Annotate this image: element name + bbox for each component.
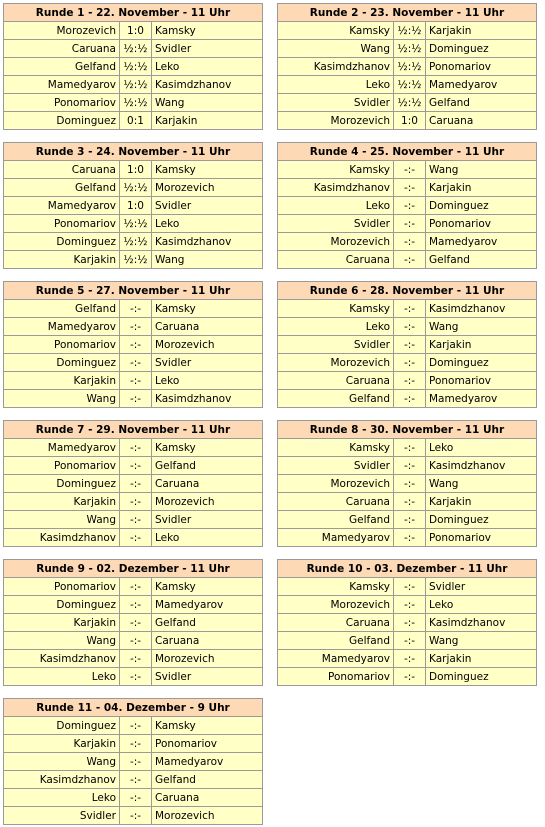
game-result: ½:½ [120, 94, 152, 112]
home-player: Caruana [4, 40, 120, 58]
away-player: Caruana [152, 632, 263, 650]
home-player: Morozevich [278, 112, 394, 130]
game-row [278, 161, 537, 179]
game-row [4, 76, 263, 94]
home-player: Leko [278, 318, 394, 336]
game-result: -:- [394, 614, 426, 632]
game-result: -:- [120, 372, 152, 390]
home-player: Mamedyarov [4, 439, 120, 457]
away-player: Leko [426, 596, 537, 614]
round-table [3, 3, 263, 130]
round-table [3, 142, 263, 269]
game-row [278, 76, 537, 94]
away-player: Kasimdzhanov [152, 233, 263, 251]
away-player: Ponomariov [426, 529, 537, 547]
home-player: Wang [4, 753, 120, 771]
game-result: -:- [120, 789, 152, 807]
away-player: Gelfand [426, 251, 537, 269]
game-result: -:- [394, 354, 426, 372]
home-player: Svidler [278, 457, 394, 475]
home-player: Gelfand [278, 511, 394, 529]
home-player: Dominguez [4, 717, 120, 735]
game-row [278, 22, 537, 40]
game-result: -:- [120, 457, 152, 475]
home-player: Morozevich [278, 354, 394, 372]
home-player: Leko [278, 197, 394, 215]
game-row [4, 789, 263, 807]
away-player: Kamsky [152, 161, 263, 179]
game-result: -:- [394, 336, 426, 354]
home-player: Dominguez [4, 596, 120, 614]
game-result: ½:½ [120, 58, 152, 76]
game-row [4, 58, 263, 76]
game-result: 1:0 [120, 161, 152, 179]
away-player: Dominguez [426, 197, 537, 215]
round-title: Runde 9 - 02. Dezember - 11 Uhr [4, 560, 263, 578]
home-player: Mamedyarov [4, 76, 120, 94]
game-result: ½:½ [120, 76, 152, 94]
game-row [4, 197, 263, 215]
game-row [4, 439, 263, 457]
round-title: Runde 11 - 04. Dezember - 9 Uhr [4, 699, 263, 717]
game-row [4, 650, 263, 668]
home-player: Kamsky [278, 22, 394, 40]
home-player: Kamsky [278, 300, 394, 318]
game-result: ½:½ [120, 233, 152, 251]
game-result: -:- [120, 300, 152, 318]
game-result: ½:½ [120, 215, 152, 233]
round-title: Runde 1 - 22. November - 11 Uhr [4, 4, 263, 22]
game-row [278, 197, 537, 215]
round-title: Runde 8 - 30. November - 11 Uhr [278, 421, 537, 439]
home-player: Wang [4, 511, 120, 529]
game-row [278, 215, 537, 233]
game-result: 1:0 [394, 112, 426, 130]
game-row [4, 753, 263, 771]
away-player: Gelfand [152, 614, 263, 632]
game-result: -:- [120, 493, 152, 511]
game-row [278, 318, 537, 336]
away-player: Wang [152, 94, 263, 112]
away-player: Morozevich [152, 807, 263, 825]
away-player: Svidler [152, 668, 263, 686]
game-row [278, 336, 537, 354]
round-title: Runde 7 - 29. November - 11 Uhr [4, 421, 263, 439]
game-row [278, 390, 537, 408]
home-player: Wang [4, 632, 120, 650]
away-player: Svidler [152, 40, 263, 58]
game-result: -:- [394, 318, 426, 336]
game-row [4, 112, 263, 130]
game-result: -:- [394, 632, 426, 650]
home-player: Svidler [278, 215, 394, 233]
game-row [4, 529, 263, 547]
home-player: Kasimdzhanov [4, 650, 120, 668]
home-player: Ponomariov [4, 578, 120, 596]
game-row [278, 300, 537, 318]
home-player: Svidler [278, 336, 394, 354]
away-player: Kamsky [152, 439, 263, 457]
away-player: Mamedyarov [152, 596, 263, 614]
away-player: Svidler [426, 578, 537, 596]
home-player: Leko [278, 76, 394, 94]
game-result: -:- [120, 439, 152, 457]
home-player: Dominguez [4, 354, 120, 372]
away-player: Karjakin [426, 22, 537, 40]
game-row [278, 475, 537, 493]
round-table [277, 420, 537, 547]
home-player: Mamedyarov [4, 318, 120, 336]
game-row [4, 735, 263, 753]
away-player: Ponomariov [426, 215, 537, 233]
game-result: -:- [120, 318, 152, 336]
game-result: 0:1 [120, 112, 152, 130]
game-row [4, 596, 263, 614]
away-player: Caruana [152, 789, 263, 807]
home-player: Ponomariov [4, 336, 120, 354]
away-player: Dominguez [426, 668, 537, 686]
game-result: ½:½ [394, 40, 426, 58]
away-player: Gelfand [152, 457, 263, 475]
game-row [4, 771, 263, 789]
away-player: Morozevich [152, 179, 263, 197]
home-player: Svidler [278, 94, 394, 112]
away-player: Kasimdzhanov [426, 614, 537, 632]
game-result: -:- [120, 753, 152, 771]
game-row [278, 94, 537, 112]
round-title: Runde 4 - 25. November - 11 Uhr [278, 143, 537, 161]
away-player: Wang [426, 475, 537, 493]
away-player: Kasimdzhanov [426, 457, 537, 475]
home-player: Gelfand [4, 179, 120, 197]
away-player: Gelfand [152, 771, 263, 789]
game-row [4, 457, 263, 475]
game-result: -:- [394, 457, 426, 475]
game-result: -:- [394, 493, 426, 511]
game-result: -:- [120, 735, 152, 753]
game-row [4, 354, 263, 372]
game-row [4, 632, 263, 650]
away-player: Dominguez [426, 354, 537, 372]
away-player: Caruana [152, 318, 263, 336]
home-player: Wang [278, 40, 394, 58]
home-player: Karjakin [4, 493, 120, 511]
game-result: -:- [120, 578, 152, 596]
away-player: Leko [152, 529, 263, 547]
game-result: 1:0 [120, 197, 152, 215]
round-title: Runde 5 - 27. November - 11 Uhr [4, 282, 263, 300]
game-row [278, 457, 537, 475]
game-row [4, 22, 263, 40]
round-table [3, 281, 263, 408]
away-player: Mamedyarov [152, 753, 263, 771]
away-player: Ponomariov [426, 372, 537, 390]
away-player: Kasimdzhanov [152, 390, 263, 408]
home-player: Caruana [278, 614, 394, 632]
game-result: -:- [394, 390, 426, 408]
game-row [278, 251, 537, 269]
round-title: Runde 10 - 03. Dezember - 11 Uhr [278, 560, 537, 578]
away-player: Kamsky [152, 717, 263, 735]
game-result: -:- [120, 596, 152, 614]
game-row [4, 717, 263, 735]
game-row [4, 390, 263, 408]
round-table [277, 281, 537, 408]
home-player: Gelfand [278, 632, 394, 650]
home-player: Caruana [278, 372, 394, 390]
game-result: ½:½ [120, 40, 152, 58]
game-row [4, 179, 263, 197]
home-player: Gelfand [4, 58, 120, 76]
game-row [278, 179, 537, 197]
home-player: Caruana [278, 493, 394, 511]
game-row [4, 94, 263, 112]
home-player: Ponomariov [278, 668, 394, 686]
home-player: Karjakin [4, 372, 120, 390]
away-player: Leko [152, 58, 263, 76]
away-player: Morozevich [152, 336, 263, 354]
game-row [4, 807, 263, 825]
game-row [278, 40, 537, 58]
away-player: Kamsky [152, 300, 263, 318]
away-player: Leko [152, 215, 263, 233]
home-player: Morozevich [4, 22, 120, 40]
away-player: Karjakin [426, 336, 537, 354]
away-player: Svidler [152, 197, 263, 215]
home-player: Kamsky [278, 439, 394, 457]
home-player: Dominguez [4, 233, 120, 251]
game-result: -:- [120, 717, 152, 735]
game-row [278, 529, 537, 547]
away-player: Karjakin [426, 650, 537, 668]
home-player: Morozevich [278, 596, 394, 614]
game-result: -:- [394, 439, 426, 457]
game-row [4, 475, 263, 493]
game-result: 1:0 [120, 22, 152, 40]
round-table [277, 142, 537, 269]
game-row [4, 614, 263, 632]
away-player: Wang [152, 251, 263, 269]
game-result: -:- [394, 668, 426, 686]
game-result: -:- [120, 632, 152, 650]
game-result: ½:½ [394, 76, 426, 94]
home-player: Mamedyarov [278, 650, 394, 668]
away-player: Wang [426, 318, 537, 336]
game-result: -:- [394, 197, 426, 215]
game-row [4, 161, 263, 179]
game-row [4, 251, 263, 269]
away-player: Morozevich [152, 650, 263, 668]
round-title: Runde 3 - 24. November - 11 Uhr [4, 143, 263, 161]
home-player: Gelfand [278, 390, 394, 408]
game-row [278, 58, 537, 76]
game-row [278, 650, 537, 668]
game-row [278, 372, 537, 390]
away-player: Leko [152, 372, 263, 390]
away-player: Mamedyarov [426, 76, 537, 94]
game-row [278, 668, 537, 686]
round-table [277, 3, 537, 130]
game-result: -:- [120, 650, 152, 668]
away-player: Ponomariov [426, 58, 537, 76]
away-player: Kasimdzhanov [152, 76, 263, 94]
away-player: Wang [426, 632, 537, 650]
home-player: Svidler [4, 807, 120, 825]
game-row [278, 354, 537, 372]
home-player: Kamsky [278, 161, 394, 179]
game-result: -:- [394, 596, 426, 614]
round-table [277, 559, 537, 686]
game-result: -:- [394, 475, 426, 493]
game-result: -:- [394, 529, 426, 547]
away-player: Leko [426, 439, 537, 457]
round-title: Runde 2 - 23. November - 11 Uhr [278, 4, 537, 22]
home-player: Caruana [278, 251, 394, 269]
away-player: Gelfand [426, 94, 537, 112]
round-title: Runde 6 - 28. November - 11 Uhr [278, 282, 537, 300]
away-player: Mamedyarov [426, 233, 537, 251]
game-result: -:- [120, 354, 152, 372]
away-player: Karjakin [152, 112, 263, 130]
game-row [278, 112, 537, 130]
game-result: ½:½ [120, 251, 152, 269]
home-player: Karjakin [4, 735, 120, 753]
game-row [4, 511, 263, 529]
home-player: Morozevich [278, 233, 394, 251]
game-row [4, 300, 263, 318]
game-result: -:- [120, 336, 152, 354]
game-result: -:- [394, 251, 426, 269]
home-player: Leko [4, 668, 120, 686]
game-row [278, 511, 537, 529]
game-row [4, 233, 263, 251]
home-player: Caruana [4, 161, 120, 179]
game-result: -:- [394, 300, 426, 318]
game-result: -:- [120, 390, 152, 408]
game-result: -:- [120, 771, 152, 789]
game-result: -:- [394, 372, 426, 390]
game-result: -:- [120, 668, 152, 686]
game-result: -:- [394, 233, 426, 251]
game-result: -:- [120, 511, 152, 529]
game-result: -:- [394, 179, 426, 197]
game-result: -:- [394, 161, 426, 179]
home-player: Kasimdzhanov [4, 771, 120, 789]
home-player: Morozevich [278, 475, 394, 493]
game-row [4, 578, 263, 596]
away-player: Karjakin [426, 179, 537, 197]
game-result: -:- [120, 529, 152, 547]
away-player: Svidler [152, 511, 263, 529]
game-row [278, 233, 537, 251]
game-result: -:- [394, 578, 426, 596]
home-player: Dominguez [4, 112, 120, 130]
game-result: -:- [394, 511, 426, 529]
round-table [3, 559, 263, 686]
home-player: Mamedyarov [4, 197, 120, 215]
home-player: Ponomariov [4, 94, 120, 112]
game-result: -:- [394, 650, 426, 668]
home-player: Mamedyarov [278, 529, 394, 547]
game-result: -:- [120, 807, 152, 825]
home-player: Kasimdzhanov [278, 58, 394, 76]
round-table [3, 420, 263, 547]
away-player: Mamedyarov [426, 390, 537, 408]
game-row [278, 596, 537, 614]
home-player: Dominguez [4, 475, 120, 493]
game-row [4, 40, 263, 58]
home-player: Leko [4, 789, 120, 807]
away-player: Wang [426, 161, 537, 179]
game-row [4, 668, 263, 686]
game-result: ½:½ [394, 22, 426, 40]
game-row [278, 578, 537, 596]
away-player: Kamsky [152, 578, 263, 596]
away-player: Karjakin [426, 493, 537, 511]
home-player: Wang [4, 390, 120, 408]
home-player: Ponomariov [4, 215, 120, 233]
home-player: Kasimdzhanov [4, 529, 120, 547]
away-player: Ponomariov [152, 735, 263, 753]
home-player: Ponomariov [4, 457, 120, 475]
away-player: Morozevich [152, 493, 263, 511]
game-row [4, 372, 263, 390]
home-player: Kasimdzhanov [278, 179, 394, 197]
home-player: Gelfand [4, 300, 120, 318]
away-player: Caruana [426, 112, 537, 130]
away-player: Kasimdzhanov [426, 300, 537, 318]
away-player: Kamsky [152, 22, 263, 40]
away-player: Dominguez [426, 40, 537, 58]
game-result: -:- [120, 614, 152, 632]
home-player: Karjakin [4, 614, 120, 632]
game-row [4, 318, 263, 336]
game-result: -:- [120, 475, 152, 493]
game-result: ½:½ [120, 179, 152, 197]
home-player: Kamsky [278, 578, 394, 596]
game-result: -:- [394, 215, 426, 233]
game-row [4, 215, 263, 233]
game-result: ½:½ [394, 58, 426, 76]
game-row [278, 614, 537, 632]
game-row [4, 336, 263, 354]
game-row [278, 632, 537, 650]
away-player: Caruana [152, 475, 263, 493]
round-table [3, 698, 263, 825]
game-result: ½:½ [394, 94, 426, 112]
game-row [4, 493, 263, 511]
away-player: Svidler [152, 354, 263, 372]
away-player: Dominguez [426, 511, 537, 529]
home-player: Karjakin [4, 251, 120, 269]
game-row [278, 439, 537, 457]
game-row [278, 493, 537, 511]
